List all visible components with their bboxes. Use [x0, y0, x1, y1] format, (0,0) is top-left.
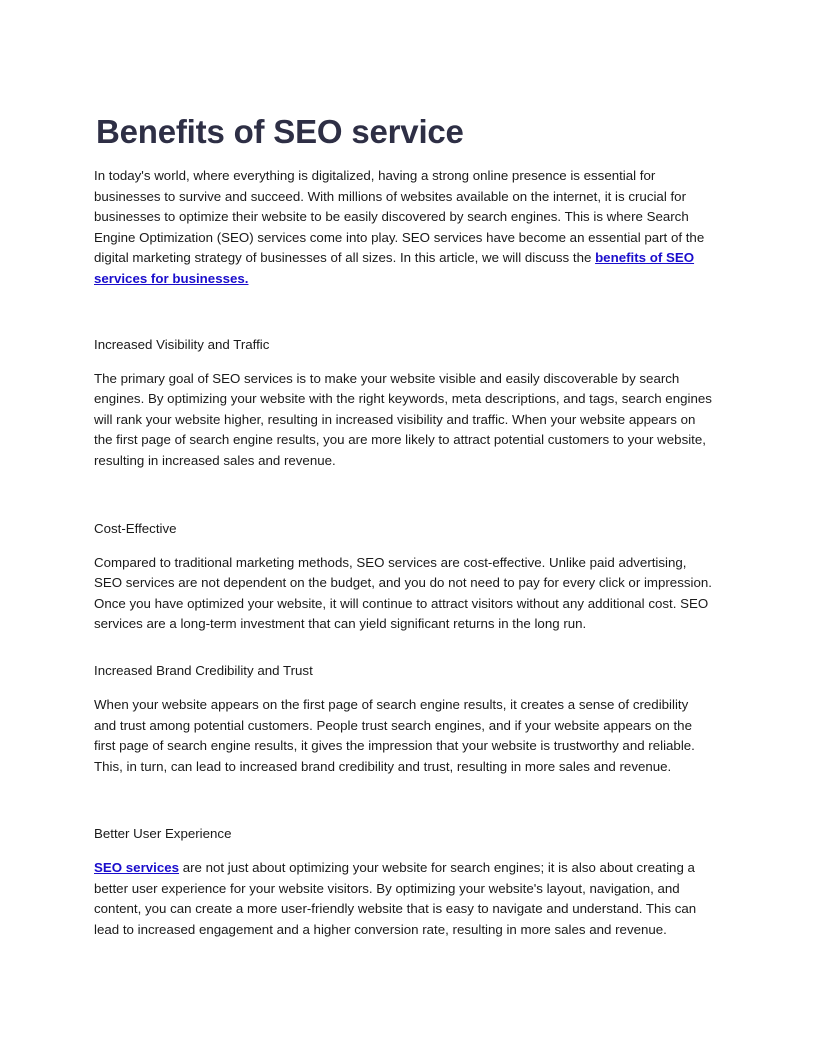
section-heading-visibility: Increased Visibility and Traffic — [94, 336, 270, 352]
intro-paragraph — [94, 166, 714, 290]
section-body-cost-effective: Compared to traditional marketing methods, SEO services are cost-effective. Unlike paid advertising, SEO services are not dependent on the budget, and you do not need to pay for every click or impression. Once you have optimized your website, it will continue to attract visitors without any additional cost. SEO services are a long-term investment that can yield significant returns in the long run. — [94, 554, 712, 632]
section-body-user-experience — [94, 858, 714, 940]
intro-text: In today's world, where everything is digitalized, having a strong online presence is essential for businesses to survive and succeed. With millions of websites available on the internet, it is crucial for businesses to optimize their website to be easily discovered by search engines. This is where Search Engine Optimization (SEO) services come into play. SEO services have become an essential part of the digital marketing strategy of businesses of all sizes. In this article, we will discuss the — [94, 168, 705, 266]
user-experience-text: are not just about optimizing your website for search engines; it is also about creating a better user experience for your website visitors. By optimizing your website's layout, navigation, and content, you can create a more user-friendly website that is easy to navigate and understand. This can lead to increased engagement and a higher conversion rate, resulting in more sales and revenue. — [94, 860, 697, 938]
section-heading-cost-effective: Cost-Effective — [94, 520, 177, 536]
section-body-credibility: When your website appears on the first page of search engine results, it creates a sense of credibility and trust among potential customers. People trust search engines, and if your website appears on the first page of search engine results, it gives the impression that your website is trustworthy and reliable. This, in turn, can lead to increased brand credibility and trust, resulting in more sales and revenue. — [94, 696, 695, 774]
section-body-visibility: The primary goal of SEO services is to make your website visible and easily discoverable by search engines. By optimizing your website with the right keywords, meta descriptions, and tags, search engines will rank your website higher, resulting in increased visibility and traffic. When your website appears on the first page of search engine results, you are more likely to attract potential customers to your website, resulting in increased sales and revenue. — [94, 370, 712, 468]
seo-services-link[interactable]: SEO services — [94, 860, 180, 876]
section-heading-user-experience: Better User Experience — [94, 826, 232, 842]
document-page — [94, 110, 714, 941]
section-heading-credibility: Increased Brand Credibility and Trust — [94, 662, 313, 678]
benefits-of-seo-link[interactable]: benefits of SEO services for businesses. — [94, 250, 695, 286]
page-title: Benefits of SEO service — [96, 113, 464, 150]
